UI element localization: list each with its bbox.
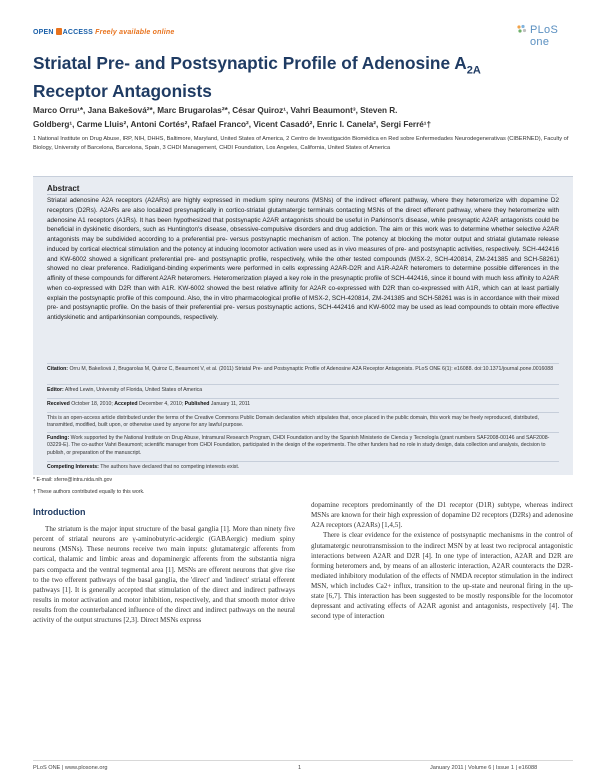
accepted-label: Accepted	[114, 401, 138, 407]
meta-divider	[47, 461, 559, 462]
received-date: October 18, 2010;	[71, 401, 113, 407]
authors-line-2: Goldberg¹, Carme Lluis², Antoni Cortés², Rafael Franco², Vicent Casadó², Enric I. Canela², Sergi Ferré¹†	[33, 120, 432, 129]
authors-line-1: Marco Orru¹*, Jana Bakešová²*, Marc Brugarolas²*, César Quiroz¹, Vahri Beaumont³, Steven R.	[33, 106, 398, 115]
funding-label: Funding:	[47, 435, 70, 441]
title-line-2: Receptor Antagonists	[33, 81, 212, 102]
journal-logo-text: PLoS one	[530, 24, 559, 48]
published-label: Published	[184, 401, 210, 407]
footer-journal: PLoS ONE | www.plosone.org	[33, 765, 108, 771]
published-date: January 11, 2011	[210, 401, 251, 407]
license: This is an open-access article distributed under the terms of the Creative Commons Public Domain declaration which stipulates that, once placed in the public domain, this work may be freely reproduced, distributed, transmitted, modified, built upon, or otherwise used by anyone for any lawful purpose.	[47, 415, 539, 429]
meta-divider	[47, 398, 559, 399]
author-list	[33, 104, 573, 132]
open-access-lock-icon	[56, 28, 62, 35]
abstract-text: Striatal adenosine A2A receptors (A2ARs) are highly expressed in medium spiny neurons (MSNs) of the indirect efferent pathway, where they heteromerize with dopamine D2 receptors (D2Rs). A2ARs are also localized presynaptically in cortico-striatal glutamatergic terminals contacting MSNs of the direct efferent pathway, where they heteromerize with adenosine A1 receptors (A1Rs). It has been hypothesized that postsynaptic A2AR antagonists should be useful in Parkinson's disease, while presynaptic A2AR antagonists could be beneficial in dyskinetic disorders, such as Huntington's disease, obsessive-compulsive disorders and drug addiction. The aim or this work was to determine whether selective A2AR antagonists may be subdivided according to a preferential pre- versus postsynaptic mechanism of action. The potency at blocking the motor output and striatal glutamate release induced by cortical electrical stimulation and the potency at inducing locomotor activation were used as in vivo measures of pre- and postsynaptic activities, respectively. SCH-442416 and KW-6002 showed a significant preferential pre- and postsynaptic profile, respectively, while the other tested compounds (MSX-2, SCH-420814, ZM-241385 and SCH-58261) showed no clear preference. Radioligand-binding experiments were performed in cells expressing A2AR-D2R and A1R-A2AR heteromers to determine possible differences in the affinity of these compounds for different A2AR heteromers. Heteromerization played a key role in the presynaptic profile of SCH-442416, since it bound with much less affinity to A2AR when co-expressed with D2R than with A1R. KW-6002 showed the best relative affinity for A2AR co-expressed with D2R than co-expressed with A1R, which can at least partially explain the postsynaptic profile of this compound. Also, the in vitro pharmacological profile of MSX-2, SCH-420814, ZM-241385 and SCH-58261 was is in accordance with their mixed pre- and postsynaptic profile. On the basis of their preferential pre- versus postsynaptic actions, SCH-442416 and KW-6002 may be used as lead compounds to obtain more effective antidyskinetic and antiparkinsonian compounds, respectively.	[47, 197, 559, 321]
title-line-1: Striatal Pre- and Postsynaptic Profile of Adenosine A	[33, 53, 467, 73]
funding	[47, 435, 559, 457]
abstract-heading: Abstract	[47, 184, 80, 193]
meta-divider	[47, 432, 559, 433]
plos-logo-icon	[516, 24, 528, 36]
abstract-divider	[47, 194, 557, 195]
funding-text: Work supported by the National Institute on Drug Abuse, Intramural Research Program, CHDI Foundation and by the Spanish Ministerio de Ciencia y Tecnología (grant numbers SAF2008-00146 and SAF2008-03229-E). The co-author Vahri Beaumont; scientific manager from CHDI Foundation, participated in the design of the experiments. The other funders had no role in study design, data collection and analysis, decision to publish, or preparation of the manuscript.	[47, 435, 550, 456]
citation-label: Citation:	[47, 366, 69, 372]
received-label: Received	[47, 401, 70, 407]
meta-divider	[47, 363, 559, 364]
footer-issue: January 2011 | Volume 6 | Issue 1 | e16088	[430, 765, 538, 771]
email-link[interactable]: * E-mail: sferre@intra.nida.nih.gov	[33, 477, 113, 483]
free-label: Freely available online	[95, 29, 175, 36]
dates	[47, 401, 559, 408]
citation-text: Orru M, Bakešová J, Brugarolas M, Quiroz C, Beaumont V, et al. (2011) Striatal Pre- and Postsynaptic Profile of Adenosine A2A Receptor Antagonists. PLoS ONE 6(1): e16088. doi:10.1371/journal.pone.0016088	[69, 366, 554, 372]
competing-label: Competing Interests:	[47, 464, 99, 470]
introduction-heading: Introduction	[33, 507, 86, 517]
article-title	[33, 53, 573, 102]
access-label: ACCESS	[62, 29, 94, 36]
meta-divider	[47, 412, 559, 413]
accepted-date: December 4, 2010;	[139, 401, 184, 407]
editor	[47, 387, 559, 394]
intro-column-1: The striatum is the major input structure of the basal ganglia [1]. More than ninety five percent of striatal neurons are γ-aminobutyric-acidergic (GABAergic) medium spiny neurons (MSNs). These neurons receive two main inputs: glutamatergic afferents from cortical, thalamic and limbic areas and dopaminergic afferents from the substantia nigra pars compacta and the ventral tegmental area [1]. MSNs are efferent neurons that give rise to the two efferent pathways of the basal ganglia, the 'direct' and 'indirect' striatal efferent pathways [1]. It is generally accepted that stimulation of the direct and indirect pathways results in motor activation and motor inhibition, respectively, and that smooth motor drive results from the counterbalanced influence of the direct and indirect pathways on the neural activity of the output structures [2,3]. Direct MSNs express	[33, 525, 295, 625]
email-note	[33, 477, 545, 484]
page-number: 1	[298, 765, 302, 771]
affiliations: 1 National Institute on Drug Abuse, IRP, NIH, DHHS, Baltimore, Maryland, United States of America, 2 Centro de Investigación Biomédica en Red sobre Enfermedades Neurodegenerativas (CIBERNED), Faculty of Biology, University of Barcelona, Barcelona, Spain, 3 CHDI Management, CHDI Foundation, Los Angeles, California, United States of America	[33, 136, 569, 151]
competing-text: The authors have declared that no competing interests exist.	[100, 464, 240, 470]
editor-label: Editor:	[47, 387, 64, 393]
open-label: OPEN	[33, 29, 54, 36]
meta-divider	[47, 384, 559, 385]
citation	[47, 366, 559, 373]
intro-column-2	[311, 500, 573, 622]
journal-logo	[516, 23, 572, 48]
footer-rule	[33, 760, 573, 761]
equal-contribution-note: † These authors contributed equally to this work.	[33, 489, 145, 495]
editor-text: Alfred Lewin, University of Florida, United States of America	[64, 387, 203, 393]
paragraph: There is clear evidence for the existence of postsynaptic mechanisms in the control of glutamatergic neurotransmission to the indirect MSN by at least two reciprocal antagonistic interactions between A2AR and D2R [4]. In one type of interaction, A2AR and D2R are forming heteromers and, by means of an allosteric interaction, A2AR counteracts the D2R-mediated inhibitory modulation of the effects of NMDA receptor stimulation in the indirect MSN, which includes Ca2+ influx, transition to the up-state and neuronal firing in the up-state [6,7]. This interaction has been suggested to be mostly responsible for the locomotor depressant and activating effects of A2AR agonist and antagonists, respectively [4]. The second type of interaction	[311, 531, 573, 621]
competing-interests	[47, 464, 559, 471]
title-subscript: 2A	[466, 64, 481, 77]
open-access-badge	[33, 28, 174, 36]
paragraph: dopamine receptors predominantly of the D1 receptor (D1R) subtype, whereas indirect MSNs are known for their high expression of dopamine D2 receptors (D2Rs) and adenosine A2A receptors (A2ARs) [1,4,5].	[311, 501, 573, 530]
